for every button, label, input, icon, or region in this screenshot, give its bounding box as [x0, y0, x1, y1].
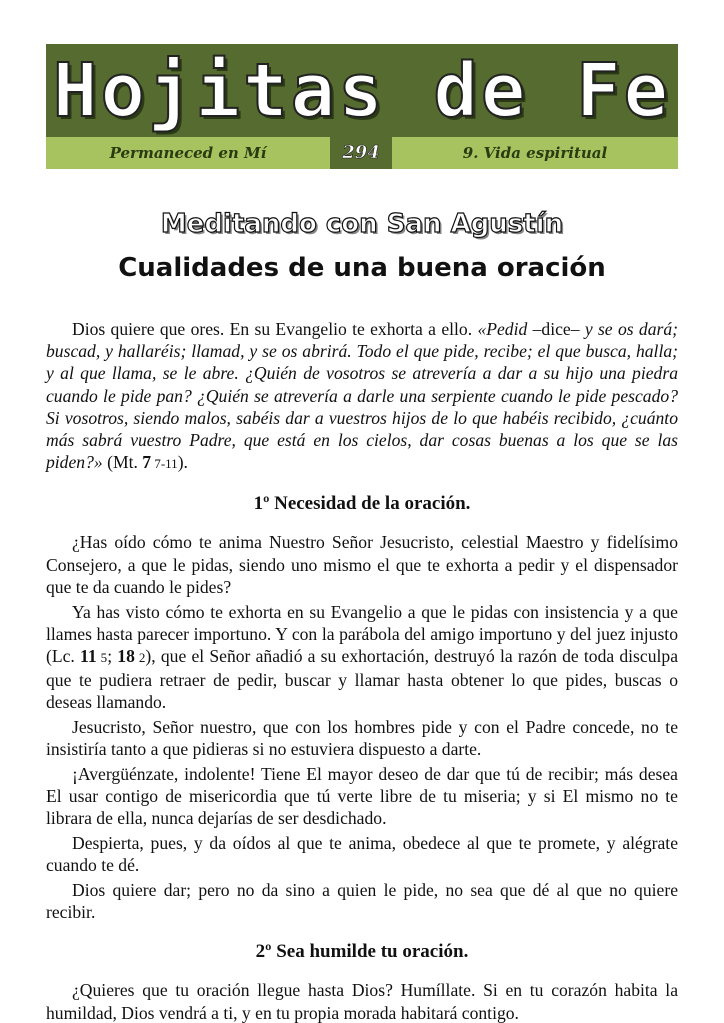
page-title-line2: Cualidades de una buena oración: [118, 253, 606, 283]
section-heading-2: 2º Sea humilde tu oración.: [255, 941, 469, 963]
masthead: [46, 44, 678, 169]
article-body: [46, 318, 678, 1023]
brand-title: Hojitas de Fe: [52, 48, 672, 134]
issue-number: 294: [330, 137, 392, 169]
series-label: Permaneced en Mí: [109, 144, 267, 162]
paragraph: Dios quiere dar; pero no da sino a quien le pide, no sea que dé al que no quiere recibir.: [46, 879, 678, 923]
page-title-line1: Meditando con San Agustín: [160, 209, 564, 239]
masthead-brand-bar: [46, 44, 678, 137]
paragraph: Ya has visto cómo te exhorta en su Evangelio a que le pidas con insistencia y a que llames hasta parecer importuno. Y con la parábola del amigo importuno y del juez injusto (Lc. 11 5; 18 2), que el Señor añadió a su exhortación, destruyó la razón de toda disculpa que te pudiera retraer de pedir, buscar y llamar hasta obtener lo que pides, buscas o deseas llamando.: [46, 601, 679, 713]
paragraph: ¿Quieres que tu oración llegue hasta Dios? Humíllate. Si en tu corazón habita la humildad, Dios vendrá a ti, y en tu propia morada habitará contigo.: [46, 980, 678, 1023]
paragraph: Despierta, pues, y da oídos al que te anima, obedece al que te promete, y alégrate cuando te dé.: [46, 833, 678, 876]
category-label: 9. Vida espiritual: [462, 144, 608, 162]
paragraph: ¿Has oído cómo te anima Nuestro Señor Jesucristo, celestial Maestro y fidelísimo Consejero, a que le pidas, siendo uno mismo el que te exhorta a pedir y el dispensador que te da cuando le pides?: [46, 532, 678, 597]
intro-paragraph: Dios quiere que ores. En su Evangelio te exhorta a ello. «Pedid –dice– y se os dará; buscad, y hallaréis; llamad, y se os abrirá. Todo el que pide, recibe; el que busca, halla; y al que llama, se le abre. ¿Quién de vosotros se atrevería a dar a su hijo una piedra cuando le pide pan? ¿Quién se atrevería a darle una serpiente cuando le pide pescado? Si vosotros, siendo malos, sabéis dar a vuestros hijos de lo que habéis recibido, ¿cuánto más sabrá vuestro Padre, que está en los cielos, dar cosas buenas a los que se las piden?» (Mt. 7 7-11).: [46, 319, 679, 473]
masthead-sub-bar: [46, 137, 678, 169]
paragraph: Jesucristo, Señor nuestro, que con los hombres pide y con el Padre concede, no te insistiría tanto a que pidieras si no estuviera dispuesto a darte.: [46, 717, 678, 760]
paragraph: ¡Avergüénzate, indolente! Tiene El mayor deseo de dar que tú de recibir; más desea El usar contigo de misericordia que tú verte libre de tu miseria; y si El mismo no te librara de ella, nunca dejarías de ser desdichado.: [46, 763, 678, 829]
section-heading-1: 1º Necesidad de la oración.: [253, 493, 471, 515]
